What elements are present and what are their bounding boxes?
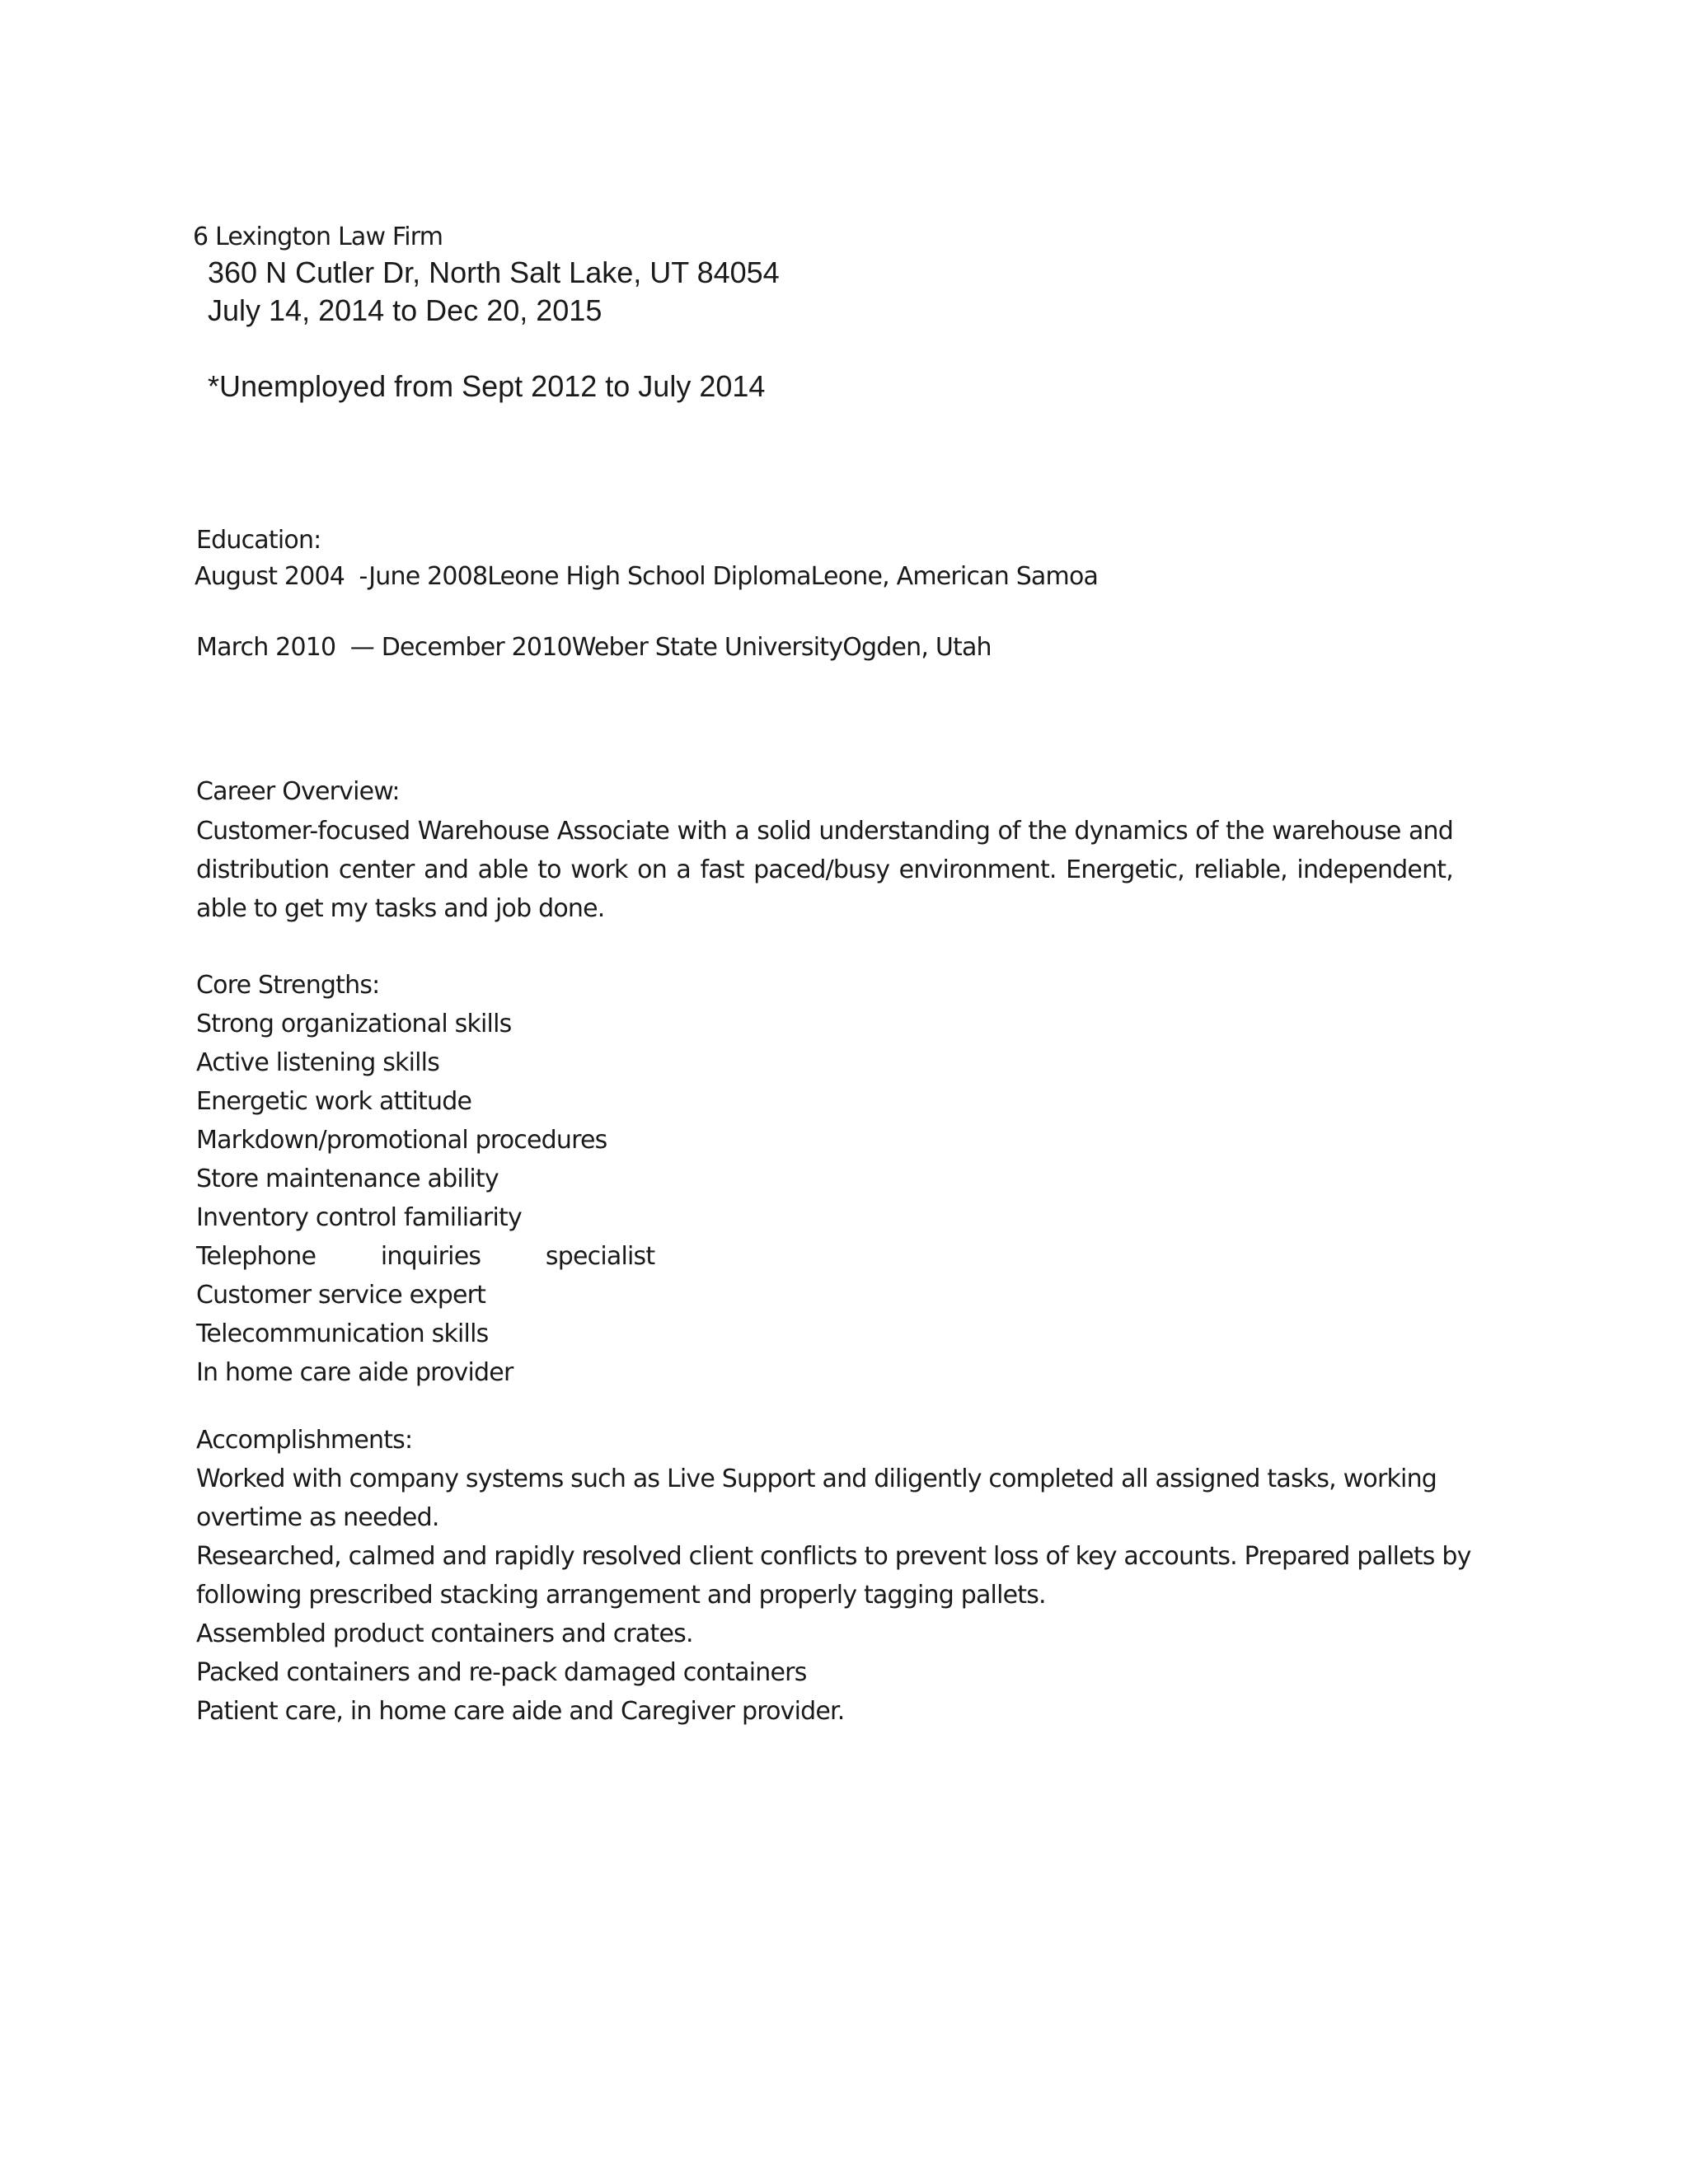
list-item: Active listening skills bbox=[196, 1048, 440, 1077]
list-item: Store maintenance ability bbox=[196, 1165, 499, 1193]
career-overview-section bbox=[196, 776, 1453, 928]
list-item: In home care aide provider bbox=[196, 1358, 513, 1387]
accomplishments-list bbox=[196, 1460, 1482, 1731]
education-entry-university: March 2010 — December 2010Weber State UniversityOgden, Utah bbox=[196, 633, 992, 662]
list-item: Worked with company systems such as Live Support and diligently completed all assigned tasks, working overtime as needed. bbox=[196, 1465, 1437, 1532]
list-item: Packed containers and re-pack damaged containers bbox=[196, 1658, 807, 1687]
education-section bbox=[196, 524, 1098, 664]
list-item: Energetic work attitude bbox=[196, 1087, 472, 1116]
unemployment-note: *Unemployed from Sept 2012 to July 2014 bbox=[208, 369, 766, 403]
list-item: Telephone inquiries specialist bbox=[196, 1242, 655, 1271]
accomplishments-label: Accomplishments: bbox=[196, 1426, 413, 1455]
employer-block bbox=[193, 221, 780, 405]
core-strengths-section bbox=[196, 966, 654, 1392]
list-item: Customer service expert bbox=[196, 1281, 486, 1310]
list-item: Assembled product containers and crates. bbox=[196, 1619, 693, 1648]
list-item: Inventory control familiarity bbox=[196, 1203, 522, 1232]
employment-dates: July 14, 2014 to Dec 20, 2015 bbox=[208, 293, 603, 327]
list-item: Patient care, in home care aide and Caregiver provider. bbox=[196, 1697, 845, 1726]
list-item: Markdown/promotional procedures bbox=[196, 1126, 607, 1155]
list-item: Strong organizational skills bbox=[196, 1010, 512, 1038]
career-overview-text: Customer-focused Warehouse Associate with a solid understanding of the dynamics of the warehouse and distribution center and able to work on a fast paced/busy environment. Energetic, reliable, independent, able to get my tasks and job done. bbox=[196, 817, 1453, 923]
accomplishments-section bbox=[196, 1421, 1482, 1731]
career-overview-label: Career Overview: bbox=[196, 777, 400, 806]
list-item: Researched, calmed and rapidly resolved client conflicts to prevent loss of key accounts. Prepared pallets by following prescribed stacking arrangement and properly tagging pallets. bbox=[196, 1542, 1471, 1610]
core-strengths-list bbox=[196, 1005, 654, 1392]
education-label: Education: bbox=[196, 526, 321, 555]
employer-address: 360 N Cutler Dr, North Salt Lake, UT 84054 bbox=[208, 255, 780, 289]
list-item: Telecommunication skills bbox=[196, 1319, 489, 1348]
education-entry-high-school: August 2004 -June 2008Leone High School DiplomaLeone, American Samoa bbox=[195, 562, 1099, 591]
employer-name: 6 Lexington Law Firm bbox=[193, 223, 443, 251]
core-strengths-label: Core Strengths: bbox=[196, 971, 380, 1000]
